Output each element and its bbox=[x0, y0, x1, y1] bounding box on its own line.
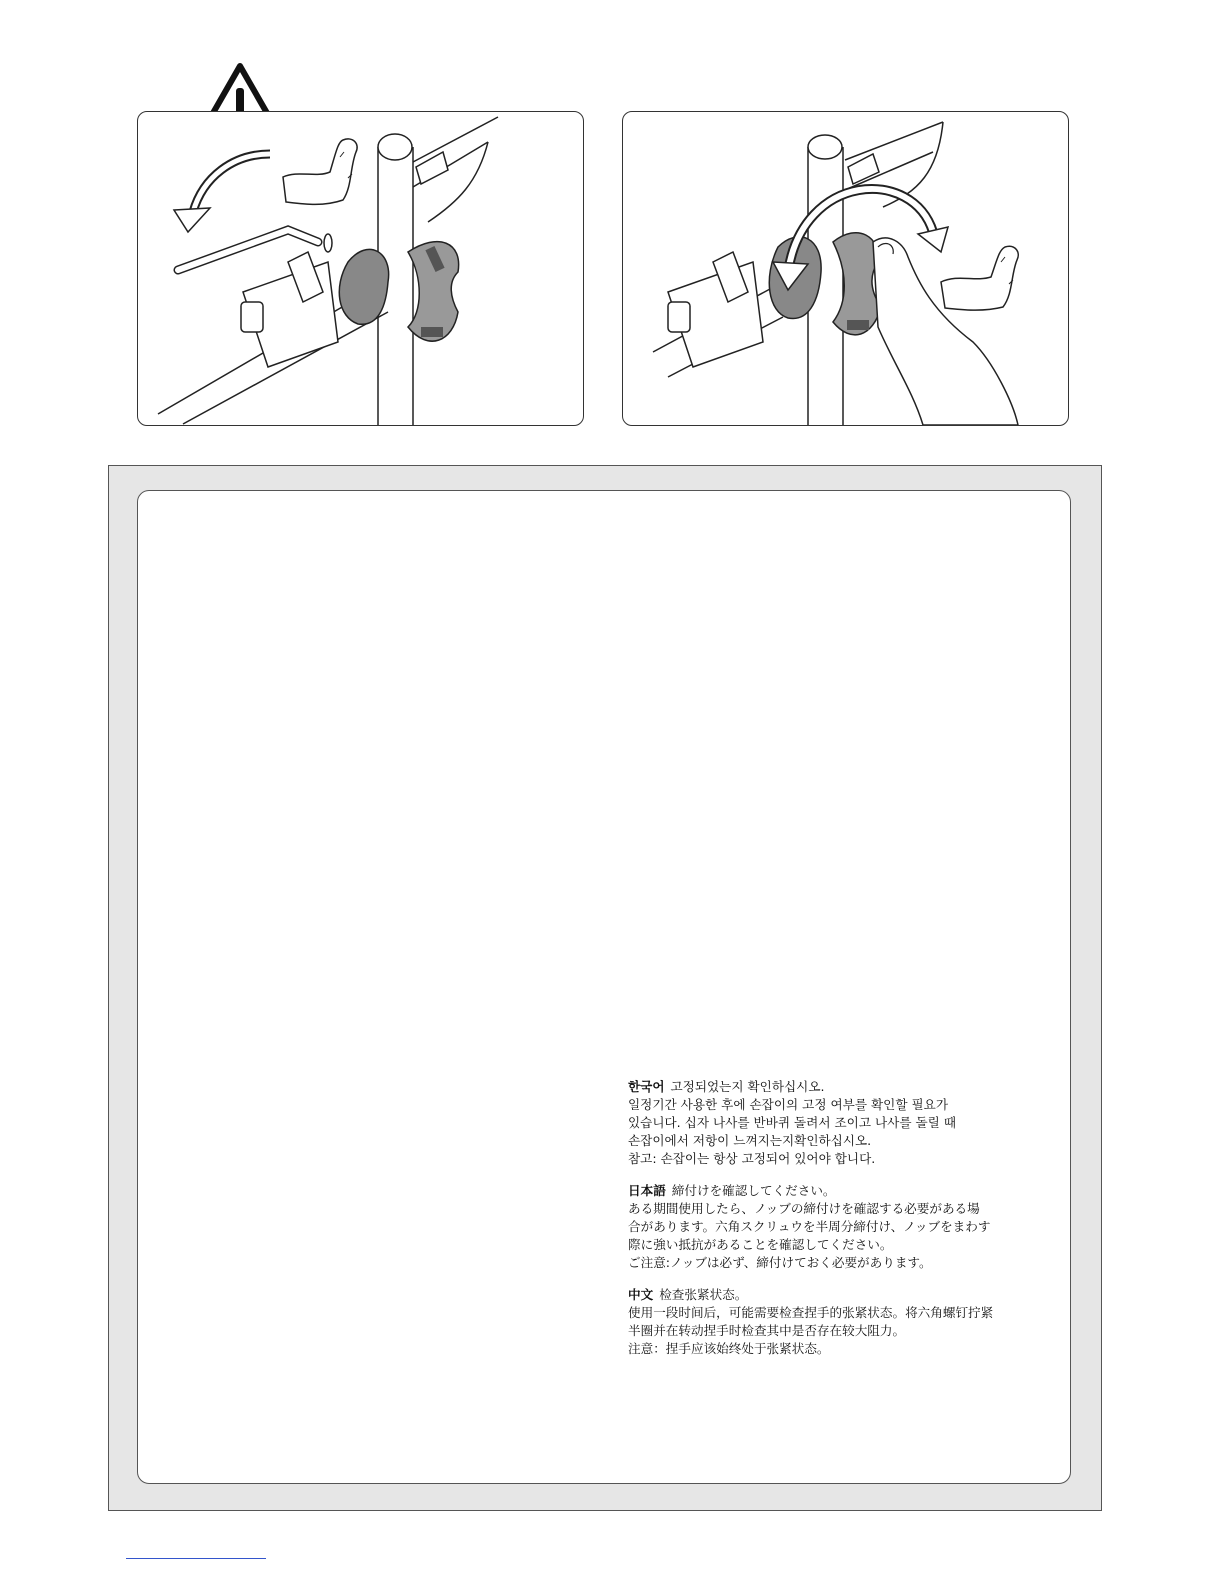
korean-line-1: 일정기간 사용한 후에 손잡이의 고정 여부를 확인할 필요가 bbox=[628, 1097, 948, 1112]
korean-heading: 고정되었는지 확인하십시오. bbox=[670, 1079, 825, 1094]
footer-rule bbox=[126, 1558, 266, 1559]
section-korean bbox=[628, 1078, 1048, 1168]
illustration-tighten-knob bbox=[622, 111, 1069, 426]
korean-line-2: 있습니다. 십자 나사를 반바퀴 돌려서 조이고 나사를 돌릴 때 bbox=[628, 1115, 957, 1130]
illustration-loosen-hex-key bbox=[137, 111, 584, 426]
chinese-line-1: 使用一段时间后，可能需要检查捏手的张紧状态。将六角螺钉拧紧 bbox=[628, 1305, 994, 1320]
chinese-heading-line bbox=[628, 1286, 1048, 1304]
japanese-line-3: 際に強い抵抗があることを確認してください。 bbox=[628, 1237, 893, 1252]
multilingual-instructions bbox=[628, 1078, 1048, 1372]
chinese-line-2: 半圈并在转动捏手时检查其中是否存在较大阻力。 bbox=[628, 1323, 906, 1338]
japanese-heading: 締付けを確認してください。 bbox=[671, 1183, 836, 1198]
language-label-korean: 한국어 bbox=[628, 1079, 665, 1094]
japanese-heading-line bbox=[628, 1182, 1048, 1200]
korean-line-3: 손잡이에서 저항이 느껴지는지확인하십시오. bbox=[628, 1133, 872, 1148]
section-japanese bbox=[628, 1182, 1048, 1272]
language-label-chinese: 中文 bbox=[628, 1287, 654, 1302]
korean-note: 참고: 손잡이는 항상 고정되어 있어야 합니다. bbox=[628, 1151, 876, 1166]
japanese-line-2: 合があります。六角スクリュウを半周分締付け、ノッブをまわす bbox=[628, 1219, 991, 1234]
korean-heading-line bbox=[628, 1078, 1048, 1096]
language-label-japanese: 日本語 bbox=[628, 1183, 666, 1198]
chinese-heading: 检查张紧状态。 bbox=[659, 1287, 748, 1302]
section-chinese bbox=[628, 1286, 1048, 1358]
japanese-note: ご注意:ノッブは必ず、締付けておく必要があります。 bbox=[628, 1255, 932, 1270]
japanese-line-1: ある期間使用したら、ノッブの締付けを確認する必要がある場 bbox=[628, 1201, 980, 1216]
chinese-note: 注意：捏手应该始终处于张紧状态。 bbox=[628, 1341, 830, 1356]
